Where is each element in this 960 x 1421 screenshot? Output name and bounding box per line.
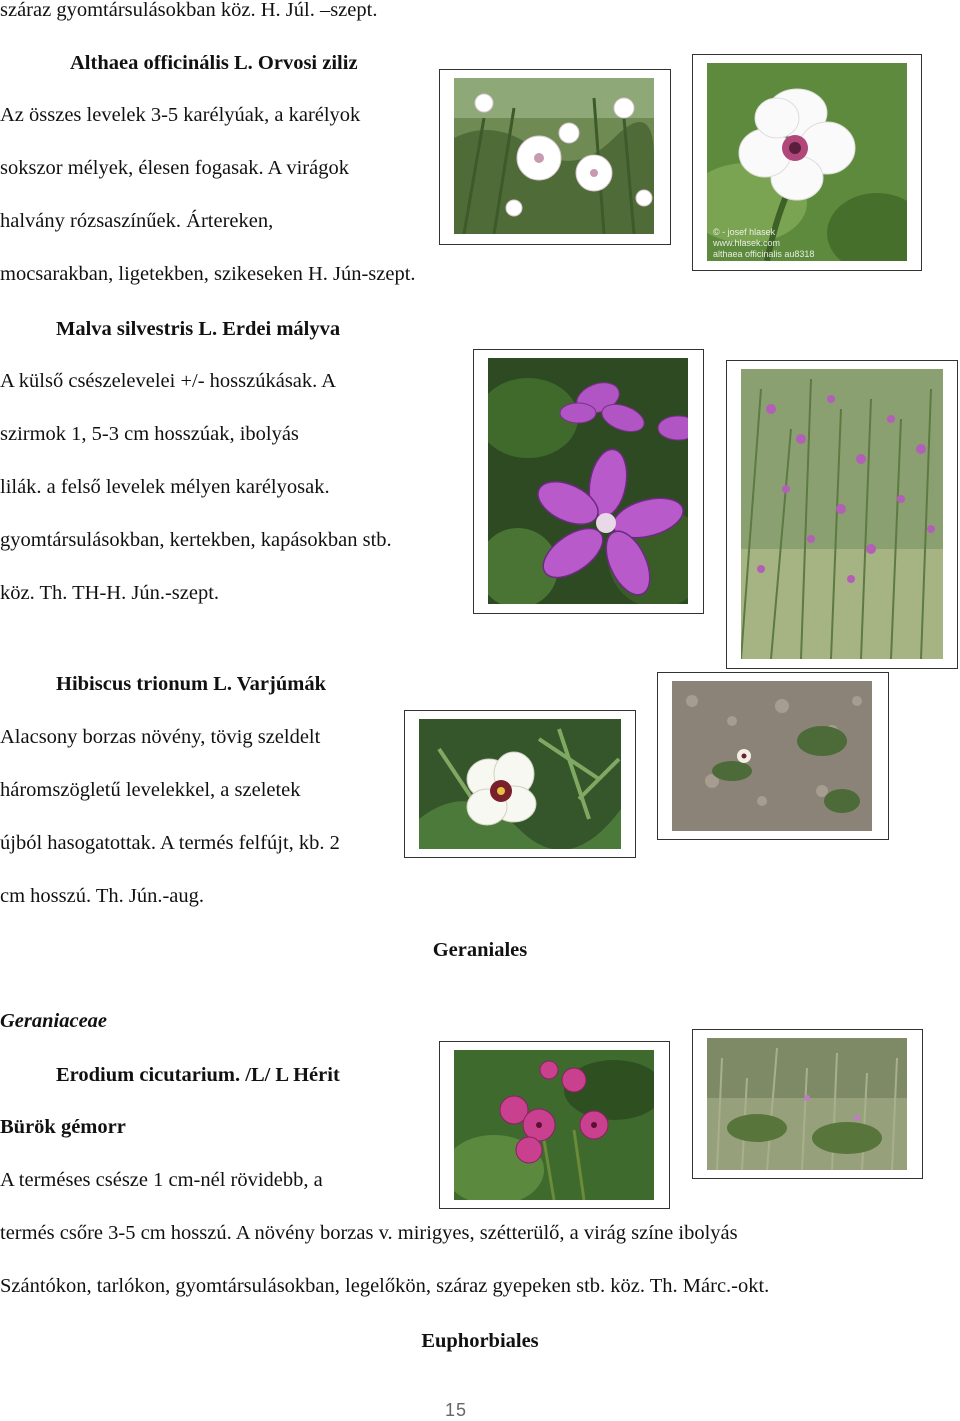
photo-althaea-meadow [439, 69, 671, 245]
photo-watermark [713, 227, 814, 260]
text-line: Szántókon, tarlókon, gyomtársulásokban, legelőkön, száraz gyepeken stb. köz. Th. Márc.-okt. [0, 1275, 770, 1297]
watermark-line: © - josef hlasek [713, 227, 776, 237]
text-line: köz. Th. TH-H. Jún.-szept. [0, 582, 220, 604]
text-line: halvány rózsaszínűek. Ártereken, [0, 210, 274, 232]
watermark-line: www.hlasek.com [713, 238, 781, 248]
text-line: A külső csészelevelei +/- hosszúkásak. A [0, 370, 337, 392]
order-heading-euphorbiales: Euphorbiales [421, 1330, 539, 1352]
species-title-althaea: Althaea officinális L. Orvosi ziliz [70, 52, 358, 74]
species-title-hibiscus: Hibiscus trionum L. Varjúmák [56, 673, 326, 695]
text-line: A terméses csésze 1 cm-nél rövidebb, a [0, 1169, 323, 1191]
species-title-erodium: Erodium cicutarium. /L/ L Hérit [56, 1064, 340, 1086]
text-line: lilák. a felső levelek mélyen karélyosak. [0, 476, 330, 498]
order-heading-geraniales: Geraniales [432, 939, 528, 961]
photo-malva-flower [473, 349, 704, 614]
photo-hibiscus-flower [404, 710, 636, 858]
photo-hibiscus-ground [657, 672, 889, 840]
family-heading-geraniaceae: Geraniaceae [0, 1010, 108, 1032]
page-number: 15 [444, 1400, 468, 1420]
text-line: Alacsony borzas növény, tövig szeldelt [0, 726, 321, 748]
text-line: újból hasogatottak. A termés felfújt, kb. 2 [0, 832, 340, 854]
photo-althaea-closeup [692, 54, 922, 271]
text-line: szirmok 1, 5-3 cm hosszúak, ibolyás [0, 423, 299, 445]
text-line: mocsarakban, ligetekben, szikeseken H. Jún-szept. [0, 263, 416, 285]
text-line: Az összes levelek 3-5 karélyúak, a karélyok [0, 104, 361, 126]
text-line: cm hosszú. Th. Jún.-aug. [0, 885, 205, 907]
text-line: termés csőre 3-5 cm hosszú. A növény borzas v. mirigyes, szétterülő, a virág színe ibolyás [0, 1222, 738, 1244]
text-line: száraz gyomtársulásokban köz. H. Júl. –szept. [0, 0, 378, 21]
species-common-name-erodium: Bürök gémorr [0, 1116, 126, 1138]
photo-erodium-field [692, 1029, 923, 1179]
species-title-malva: Malva silvestris L. Erdei mályva [56, 318, 341, 340]
photo-malva-field [726, 360, 958, 669]
photo-erodium-flower [439, 1041, 670, 1209]
text-line: sokszor mélyek, élesen fogasak. A virágok [0, 157, 349, 179]
text-line: gyomtársulásokban, kertekben, kapásokban stb. [0, 529, 392, 551]
watermark-line: althaea officinalis au8318 [713, 249, 815, 259]
text-line: háromszögletű levelekkel, a szeletek [0, 779, 301, 801]
